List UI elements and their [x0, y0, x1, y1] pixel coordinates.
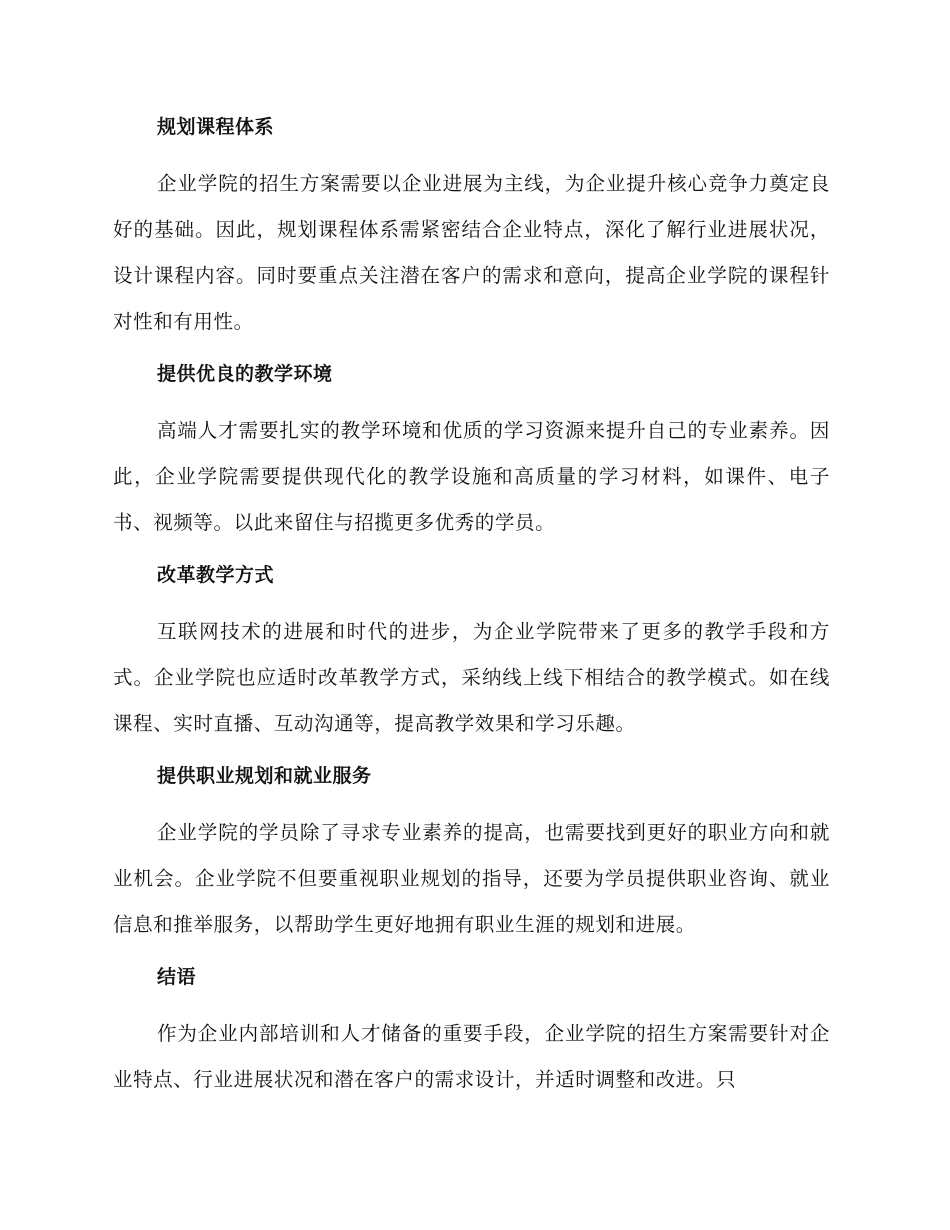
section-paragraph-environment: 高端人才需要扎实的教学环境和优质的学习资源来提升自己的专业素养。因此，企业学院需要提供现代化的教学设施和高质量的学习材料，如课件、电子书、视频等。以此来留住与招揽更多优秀的学员。 [113, 419, 830, 534]
section-heading-environment: 提供优良的教学环境 [157, 363, 333, 385]
spacer [113, 546, 830, 559]
section-paragraph-curriculum: 企业学院的招生方案需要以企业进展为主线，为企业提升核心竞争力奠定良好的基础。因此，规划课程体系需紧密结合企业特点，深化了解行业进展状况，设计课程内容。同时要重点关注潜在客户的需求和意向，提高企业学院的课程针对性和有用性。 [113, 172, 830, 333]
section-heading-teaching-reform: 改革教学方式 [157, 564, 275, 586]
spacer [113, 993, 830, 1011]
spacer [113, 591, 830, 609]
spacer [113, 390, 830, 408]
spacer [113, 747, 830, 760]
section-heading-conclusion: 结语 [157, 966, 197, 988]
spacer [113, 345, 830, 358]
section-heading-career-services: 提供职业规划和就业服务 [157, 765, 372, 787]
section-heading-curriculum: 规划课程体系 [157, 116, 275, 138]
section-paragraph-career-services: 企业学院的学员除了寻求专业素养的提高，也需要找到更好的职业方向和就业机会。企业学院不但要重视职业规划的指导，还要为学员提供职业咨询、就业信息和推举服务，以帮助学生更好地拥有职业生涯的规划和进展。 [113, 821, 830, 936]
spacer [113, 792, 830, 810]
section-paragraph-teaching-reform: 互联网技术的进展和时代的进步，为企业学院带来了更多的教学手段和方式。企业学院也应适时改革教学方式，采纳线上线下相结合的教学模式。如在线课程、实时直播、互动沟通等，提高教学效果和学习乐趣。 [113, 620, 830, 735]
section-paragraph-conclusion: 作为企业内部培训和人才储备的重要手段，企业学院的招生方案需要针对企业特点、行业进展状况和潜在客户的需求设计，并适时调整和改进。只 [113, 1022, 830, 1091]
spacer [113, 143, 830, 161]
spacer [113, 948, 830, 961]
